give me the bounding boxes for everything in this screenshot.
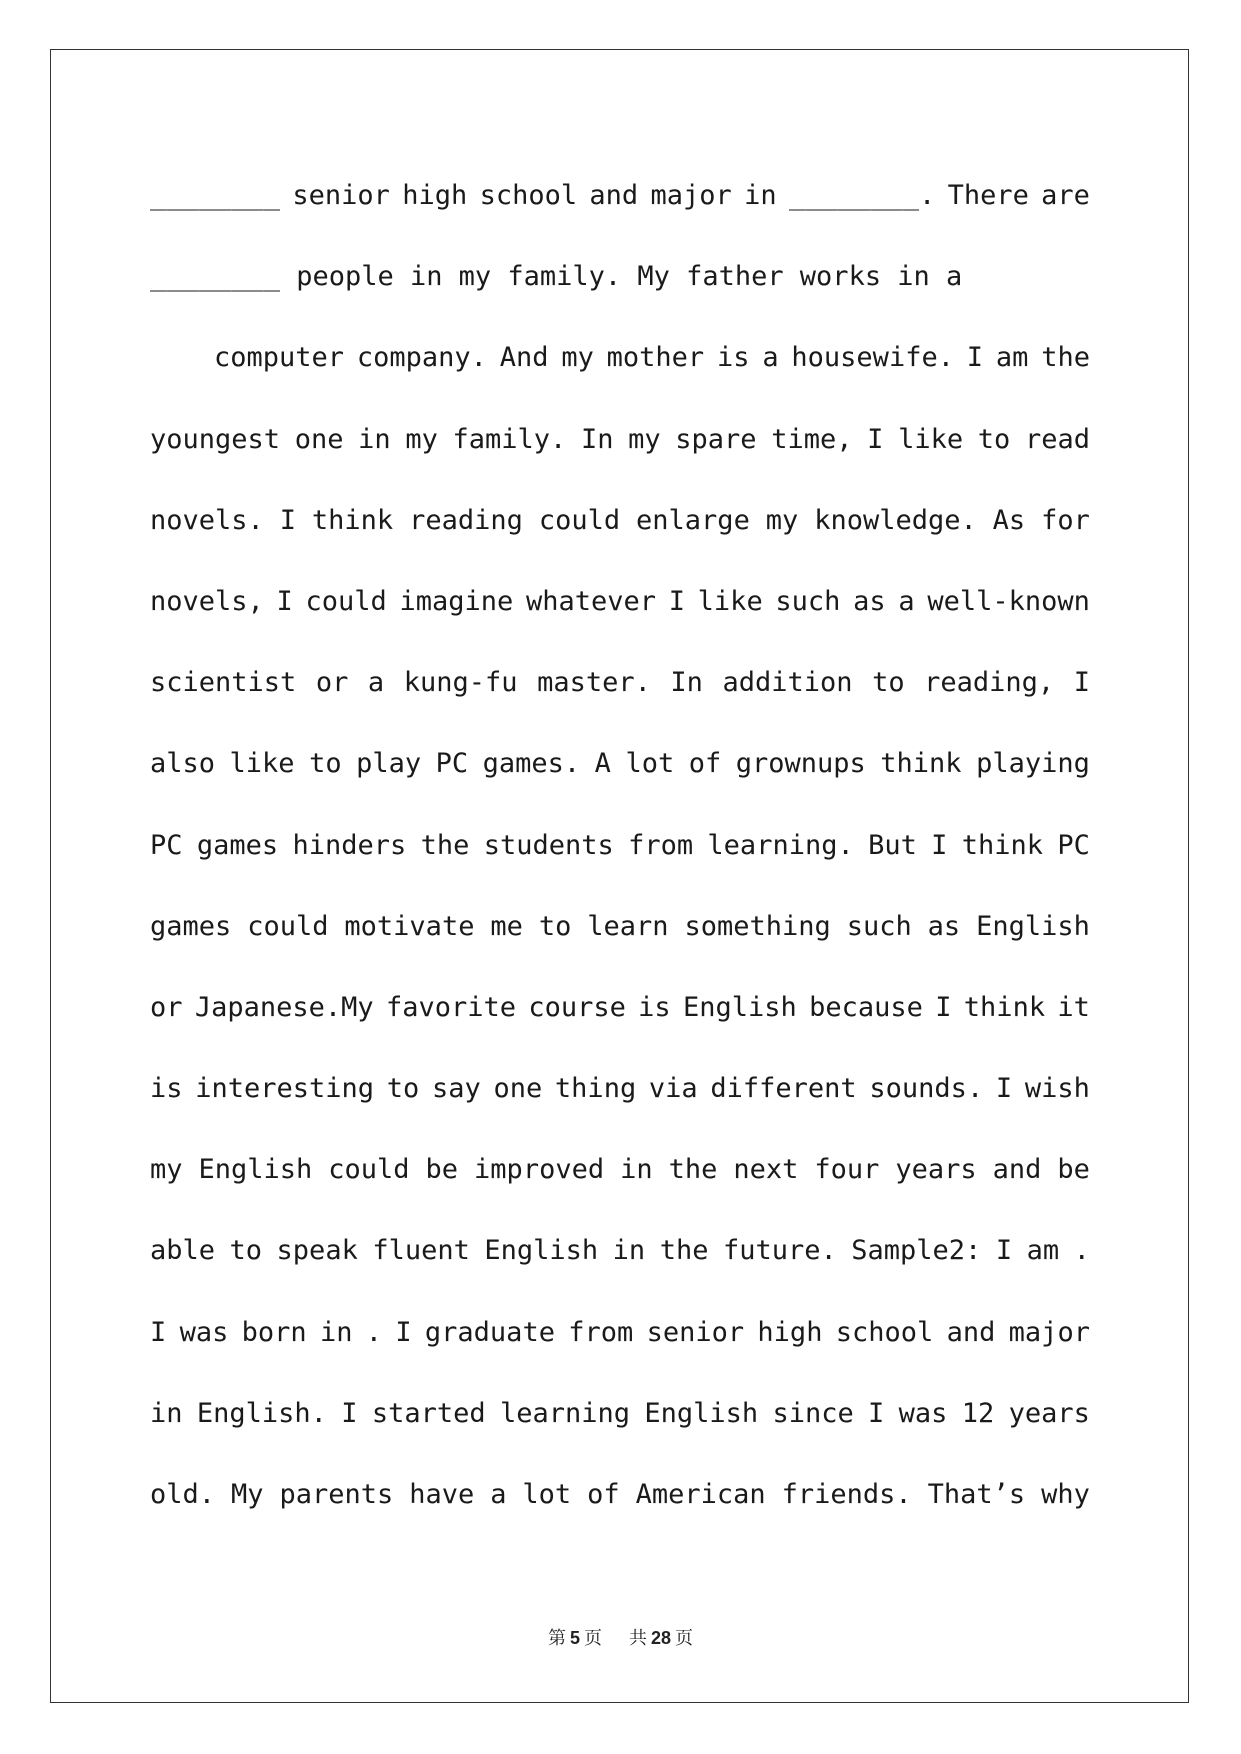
word: father — [686, 261, 784, 293]
word: in — [620, 1154, 653, 1186]
word: my — [628, 423, 661, 455]
text-line — [150, 409, 1090, 490]
word: In — [670, 667, 703, 699]
word: future. — [722, 1235, 837, 1267]
word: I — [995, 1073, 1013, 1105]
word: games — [196, 829, 279, 861]
word: English — [683, 991, 797, 1023]
word: But — [868, 829, 917, 861]
word: a — [490, 1479, 507, 1510]
word: am — [995, 342, 1029, 374]
word: think — [963, 991, 1046, 1023]
word: could — [538, 504, 621, 536]
word: read — [1024, 423, 1090, 455]
word: computer — [214, 342, 345, 374]
word: a — [367, 667, 385, 699]
word: English — [484, 1235, 599, 1267]
word: could — [247, 910, 329, 942]
word: That’s — [927, 1479, 1026, 1510]
word: My — [637, 261, 670, 293]
word: was — [898, 1397, 948, 1429]
word: for — [1041, 504, 1090, 536]
word: high — [402, 180, 468, 211]
word: and — [992, 1154, 1042, 1186]
word: also — [150, 748, 216, 780]
word: thing — [554, 1073, 637, 1105]
word: 12 — [961, 1397, 995, 1429]
word: I — [668, 585, 685, 617]
word: Sample2: — [851, 1235, 982, 1267]
text-line — [150, 1464, 1090, 1545]
word: years — [1008, 1397, 1090, 1429]
word: the — [420, 829, 470, 861]
text-line — [150, 1302, 1090, 1383]
word: four — [814, 1154, 880, 1186]
word: such — [846, 910, 912, 942]
word: of — [688, 748, 722, 780]
word: mother — [606, 342, 705, 374]
word: time, — [771, 423, 853, 455]
word: since — [772, 1397, 854, 1429]
word: or — [315, 667, 349, 699]
word: the — [668, 1154, 718, 1186]
word: grownups — [735, 748, 866, 780]
word: fluent — [372, 1235, 470, 1267]
word: addition — [722, 667, 853, 699]
word: parents — [279, 1479, 394, 1510]
word: to — [229, 1235, 263, 1267]
word: I — [276, 585, 293, 617]
word: There — [947, 180, 1029, 211]
word: my — [458, 261, 492, 293]
total-prefix: 共 — [628, 1628, 647, 1649]
word: works — [799, 261, 882, 293]
word: such — [775, 585, 841, 617]
word: lot — [522, 1479, 572, 1510]
text-line — [150, 490, 1090, 571]
word: it — [1057, 991, 1090, 1023]
word: I — [279, 504, 296, 536]
word: well-known — [927, 585, 1090, 617]
word: knowledge. — [814, 504, 977, 536]
text-line — [150, 652, 1090, 733]
word: lot — [625, 748, 675, 780]
word: are — [1041, 180, 1090, 211]
word: games — [150, 910, 232, 942]
word: of — [587, 1479, 620, 1510]
total-pages: 28 — [650, 1628, 671, 1648]
text-line — [150, 571, 1090, 652]
text-line — [150, 327, 1090, 408]
word: friends. — [781, 1479, 912, 1510]
word: ________ — [150, 180, 281, 211]
text-line — [150, 1220, 1090, 1301]
word: speak — [276, 1235, 358, 1267]
word: a — [762, 342, 779, 374]
text-line — [150, 1139, 1090, 1220]
word: games. — [482, 748, 581, 780]
word: think — [961, 829, 1044, 861]
word: novels. — [150, 504, 264, 536]
word: could — [305, 585, 387, 617]
word: born — [241, 1316, 307, 1348]
word: English. — [196, 1397, 327, 1429]
word: one — [294, 423, 344, 455]
word: youngest — [150, 423, 281, 455]
word: I — [150, 1316, 167, 1348]
word: via — [648, 1073, 698, 1105]
word: different — [710, 1073, 857, 1105]
document-body — [150, 165, 1090, 1545]
word: senior — [646, 1316, 745, 1348]
text-line — [150, 896, 1090, 977]
word: enlarge — [636, 504, 750, 536]
word: school — [479, 180, 578, 211]
word: my — [561, 342, 594, 374]
word: to — [872, 667, 905, 699]
word: was — [179, 1316, 229, 1348]
word: as — [853, 585, 886, 617]
word: in — [358, 423, 391, 455]
word: kung-fu — [403, 667, 518, 699]
word: reading — [409, 504, 523, 536]
word: to — [309, 748, 342, 780]
word: old. — [150, 1479, 216, 1510]
word: a — [898, 585, 915, 617]
page-number: 5 — [570, 1628, 581, 1648]
word: to — [538, 910, 572, 942]
word: be — [1057, 1154, 1090, 1186]
word: is — [717, 342, 750, 374]
text-line — [150, 165, 1090, 246]
word: I — [1073, 667, 1090, 699]
word: like — [898, 423, 964, 455]
page-prefix: 第 — [548, 1628, 567, 1649]
page-footer — [0, 1624, 1241, 1650]
text-line — [150, 1058, 1090, 1139]
word: whatever — [525, 585, 656, 617]
word: American — [635, 1479, 766, 1510]
word: in — [409, 261, 443, 293]
text-line — [150, 246, 1090, 327]
word: years — [895, 1154, 977, 1186]
word: why — [1041, 1479, 1090, 1510]
word: learning — [499, 1397, 630, 1429]
word: to — [977, 423, 1011, 455]
word: be — [425, 1154, 459, 1186]
word: and — [589, 180, 639, 211]
word: I — [935, 991, 952, 1023]
word: I — [966, 342, 984, 374]
word: housewife. — [791, 342, 954, 374]
word: is — [150, 1073, 183, 1105]
word: reading, — [924, 667, 1055, 699]
word: family. — [452, 423, 567, 455]
word: I — [341, 1397, 358, 1429]
word: like — [697, 585, 763, 617]
word: me — [490, 910, 523, 942]
word: hinders — [292, 829, 407, 861]
word: And — [499, 342, 549, 374]
word: school — [835, 1316, 934, 1348]
word: the — [659, 1235, 709, 1267]
word: started — [371, 1397, 486, 1429]
word: I — [995, 1235, 1013, 1267]
text-line — [150, 733, 1090, 814]
word: major — [650, 180, 732, 211]
word: scientist — [150, 667, 297, 699]
word: graduate — [424, 1316, 555, 1348]
word: English — [976, 910, 1090, 942]
word: learning. — [707, 829, 854, 861]
word: Japanese.My — [194, 991, 374, 1023]
word: or — [150, 991, 183, 1023]
word: as — [927, 910, 961, 942]
word: from — [628, 829, 694, 861]
word: My — [230, 1479, 264, 1510]
word: next — [733, 1154, 799, 1186]
word: learn — [587, 910, 669, 942]
word: imagine — [399, 585, 514, 617]
word: senior — [292, 180, 390, 211]
word: high — [757, 1316, 823, 1348]
word: favorite — [385, 991, 516, 1023]
total-suffix: 页 — [674, 1628, 693, 1649]
word: the — [1041, 342, 1090, 374]
word: something — [684, 910, 831, 942]
word: I — [868, 1397, 885, 1429]
word: one — [493, 1073, 543, 1105]
word: English — [644, 1397, 759, 1429]
word: like — [229, 748, 295, 780]
word: company. — [356, 342, 487, 374]
word: A — [594, 748, 611, 780]
word: playing — [976, 748, 1090, 780]
word: motivate — [344, 910, 475, 942]
word: course — [528, 991, 626, 1023]
word: ________ — [150, 261, 281, 293]
word: improved — [474, 1154, 605, 1186]
word: think — [311, 504, 394, 536]
text-line — [150, 977, 1090, 1058]
word: able — [150, 1235, 216, 1267]
word: my — [150, 1154, 183, 1186]
word: students — [483, 829, 614, 861]
word: think — [880, 748, 962, 780]
word: master. — [537, 667, 651, 699]
word: people — [296, 261, 394, 293]
word: I — [395, 1316, 412, 1348]
word: am — [1026, 1235, 1060, 1267]
word: from — [568, 1316, 634, 1348]
word: play — [356, 748, 422, 780]
word: a — [945, 261, 963, 293]
word: novels, — [150, 585, 264, 617]
word: PC — [150, 829, 183, 861]
word: to — [386, 1073, 420, 1105]
word: is — [638, 991, 671, 1023]
word: spare — [675, 423, 757, 455]
word: wish — [1024, 1073, 1090, 1105]
word: have — [409, 1479, 475, 1510]
word: PC — [1057, 829, 1090, 861]
word: in — [612, 1235, 646, 1267]
word: in — [744, 180, 777, 211]
word: In — [580, 423, 614, 455]
word: sounds. — [869, 1073, 984, 1105]
word: could — [328, 1154, 410, 1186]
word: As — [992, 504, 1026, 536]
word: . — [1073, 1235, 1090, 1267]
word: say — [431, 1073, 481, 1105]
word: I — [931, 829, 948, 861]
page-suffix: 页 — [584, 1628, 603, 1649]
word: I — [867, 423, 884, 455]
word: ________. — [788, 180, 936, 211]
word: because — [809, 991, 923, 1023]
word: my — [765, 504, 799, 536]
word: in — [319, 1316, 353, 1348]
word: my — [405, 423, 438, 455]
text-line — [150, 1383, 1090, 1464]
word: English — [198, 1154, 313, 1186]
text-line — [150, 815, 1090, 896]
word: family. — [507, 261, 622, 293]
word: major — [1008, 1316, 1090, 1348]
word: interesting — [195, 1073, 375, 1105]
word: PC — [435, 748, 469, 780]
word: in — [897, 261, 930, 293]
word: in — [150, 1397, 183, 1429]
word: . — [365, 1316, 383, 1348]
word: and — [946, 1316, 996, 1348]
